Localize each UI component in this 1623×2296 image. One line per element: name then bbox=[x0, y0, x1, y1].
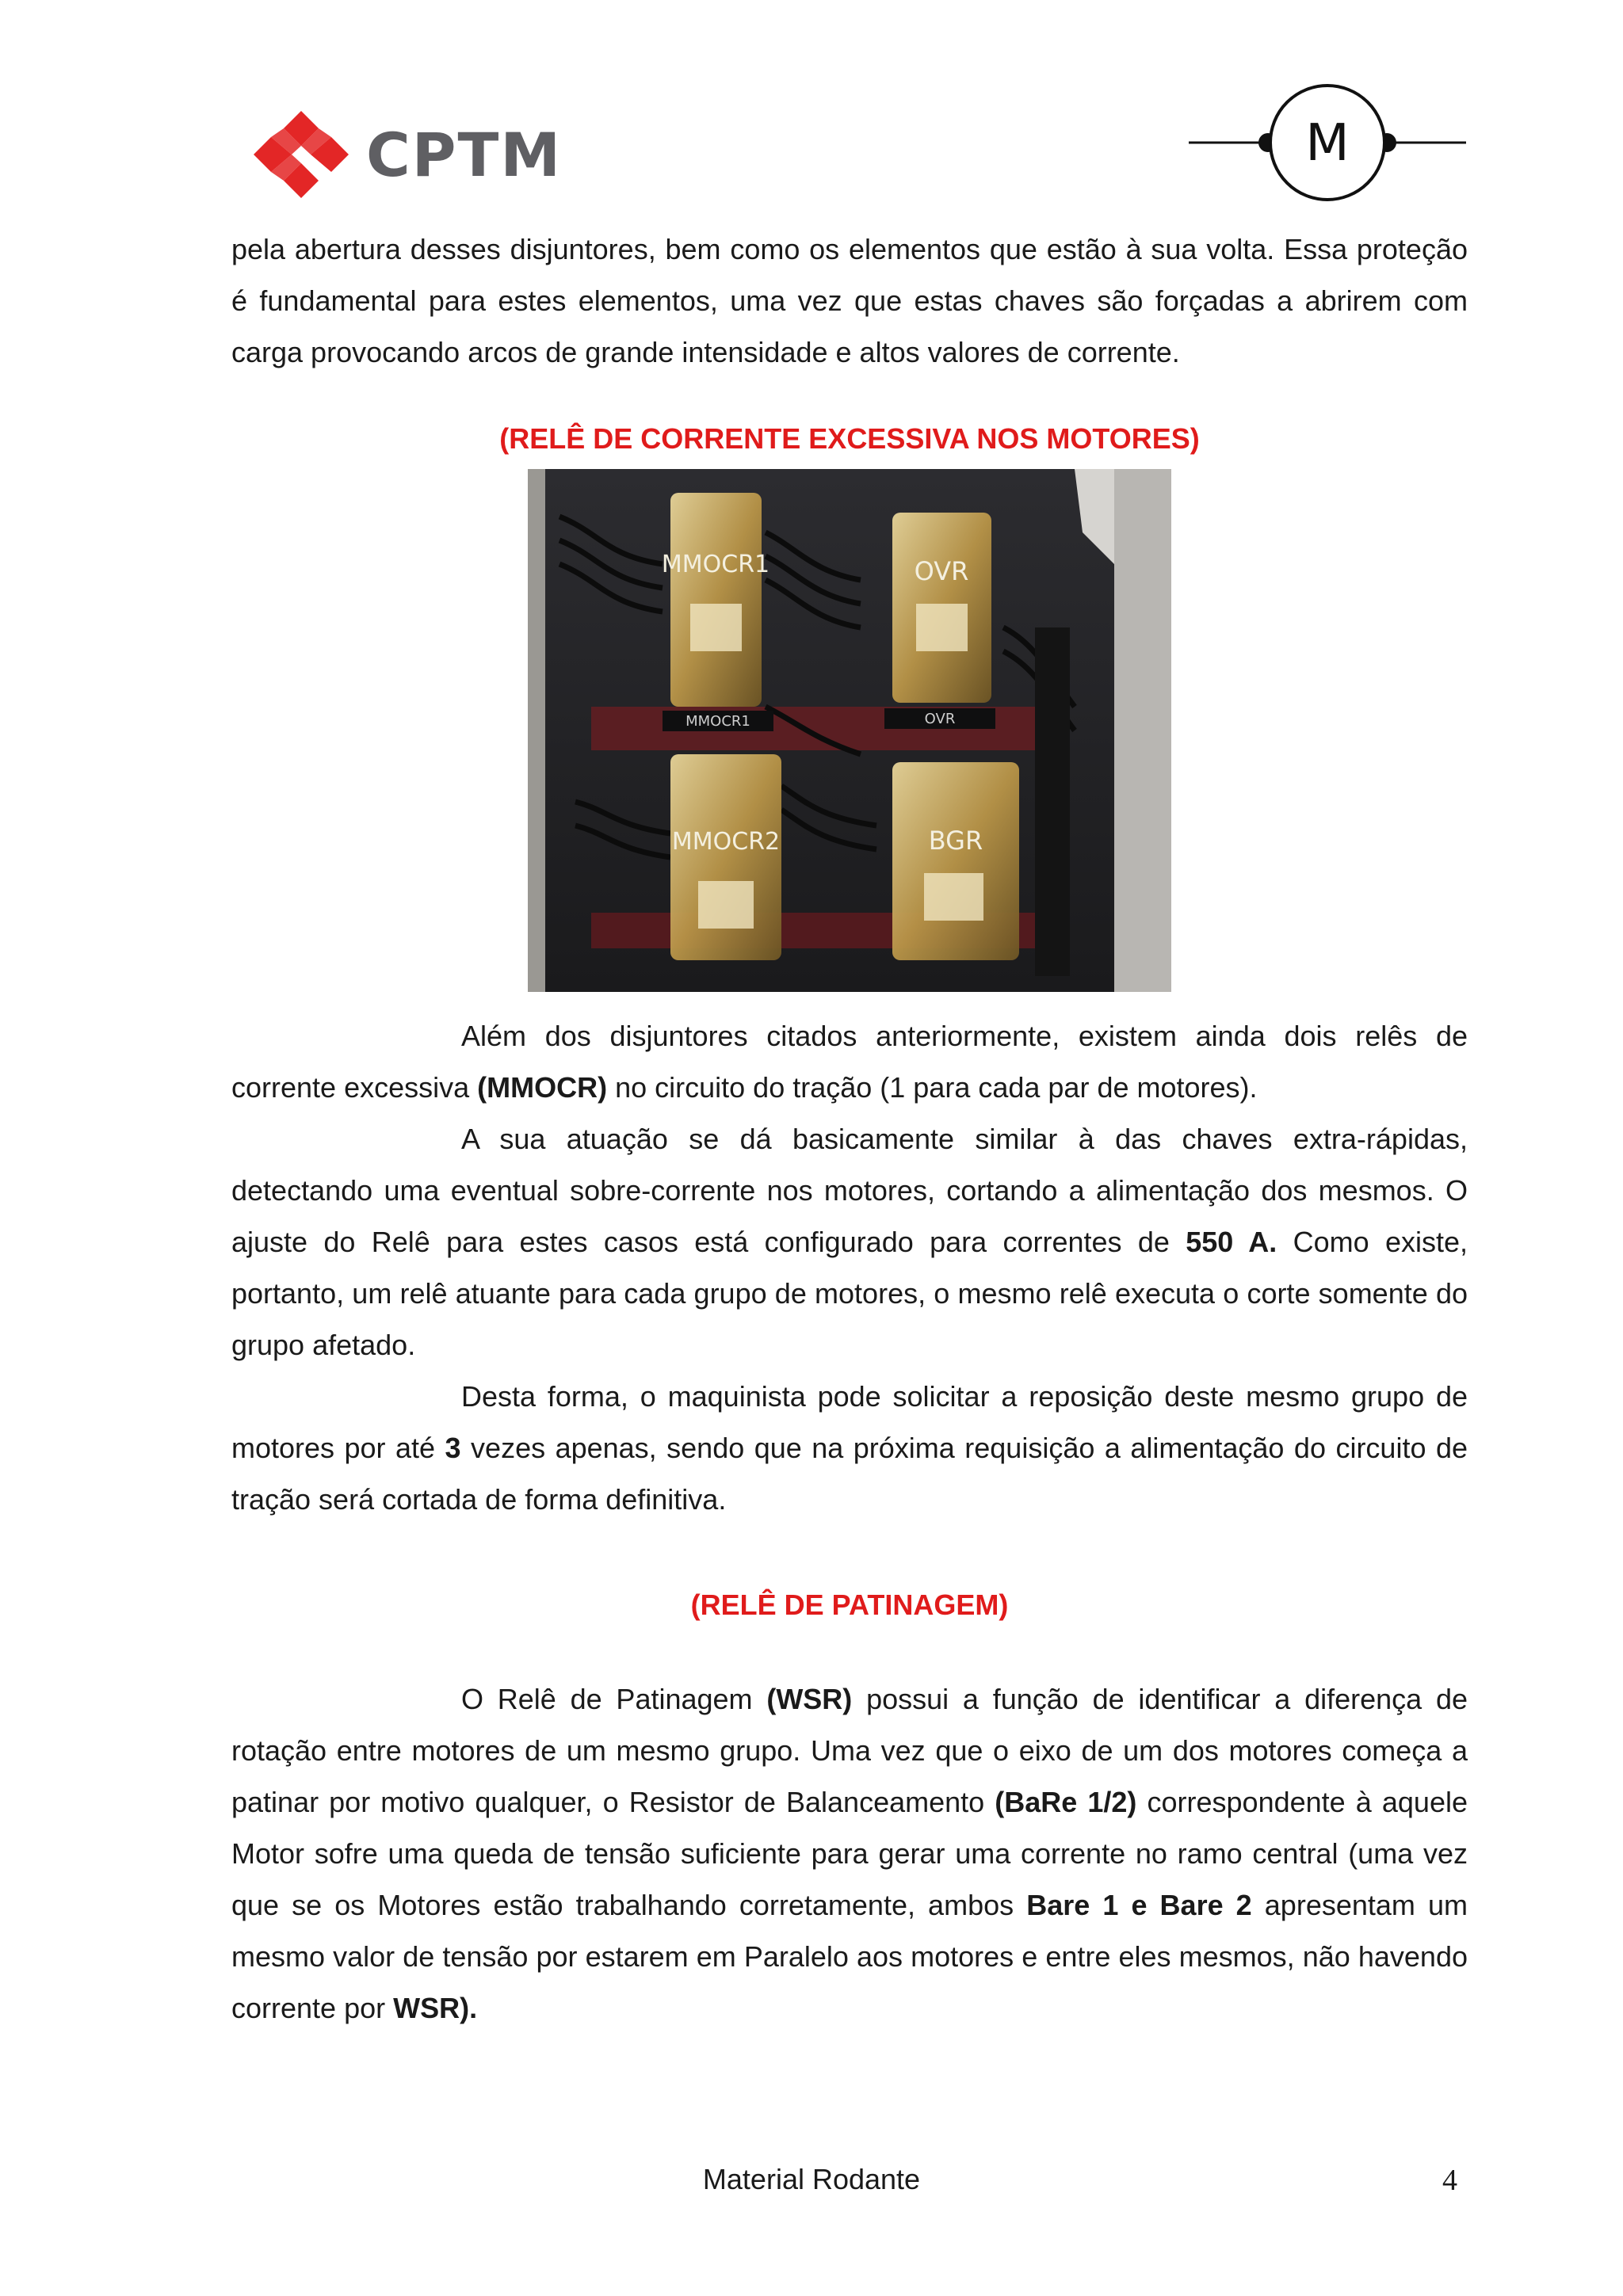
relay-panel-photo bbox=[528, 469, 1171, 992]
section2-paragraph-1: O Relê de Patinagem (WSR) possui a função de identificar a diferença de rotação entre motores de um mesmo grupo. Uma vez que o eixo de um dos motores começa a patinar por motivo qualquer, o Resistor de Balanceamento (BaRe 1/2) correspondente à aquele Motor sofre uma queda de tensão suficiente para gerar uma corrente no ramo central (uma vez que se os Motores estão trabalhando corretamente, ambos Bare 1 e Bare 2 apresentam um mesmo valor de tensão por estarem em Paralelo aos motores e entre eles mesmos, não havendo corrente por WSR). bbox=[231, 1683, 1468, 2024]
motor-letter: M bbox=[1305, 114, 1350, 173]
cptm-logo bbox=[254, 111, 562, 198]
cptm-logo-icon bbox=[254, 111, 349, 198]
photo-label-bgr: BGR bbox=[928, 826, 983, 856]
section-title-wheel-slip: (RELÊ DE PATINAGEM) bbox=[690, 1589, 1009, 1621]
section-title-overcurrent: (RELÊ DE CORRENTE EXCESSIVA NOS MOTORES) bbox=[499, 422, 1200, 455]
photo-plate-mmocr1: MMOCR1 bbox=[685, 713, 750, 730]
photo-label-ovr: OVR bbox=[914, 556, 969, 586]
section1-paragraph-1: Além dos disjuntores citados anteriormente, existem ainda dois relês de corrente excessiva (MMOCR) no circuito do tração (1 para cada par de motores). bbox=[231, 1020, 1468, 1104]
motor-symbol-icon bbox=[1189, 79, 1466, 206]
section1-paragraph-3: Desta forma, o maquinista pode solicitar a reposição deste mesmo grupo de motores por até 3 vezes apenas, sendo que na próxima requisição a alimentação do circuito de tração será cortada de forma definitiva. bbox=[231, 1380, 1468, 1516]
photo-label-mmocr2: MMOCR2 bbox=[671, 828, 781, 856]
page-number: 4 bbox=[1442, 2164, 1457, 2197]
photo-plate-ovr: OVR bbox=[924, 711, 956, 727]
footer-title: Material Rodante bbox=[702, 2163, 921, 2195]
intro-paragraph: pela abertura desses disjuntores, bem como os elementos que estão à sua volta. Essa proteção é fundamental para estes elementos, uma vez que estas chaves são forçadas a abrirem com carga provocando arcos de grande intensidade e altos valores de corrente. bbox=[231, 233, 1468, 368]
logo-text: CPTM bbox=[366, 119, 562, 190]
section1-paragraph-2: A sua atuação se dá basicamente similar à das chaves extra-rápidas, detectando uma eventual sobre-corrente nos motores, cortando a alimentação dos mesmos. O ajuste do Relê para estes casos está configurado para correntes de 550 A. Como existe, portanto, um relê atuante para cada grupo de motores, o mesmo relê executa o corte somente do grupo afetado. bbox=[231, 1123, 1468, 1361]
photo-label-mmocr1: MMOCR1 bbox=[661, 551, 770, 578]
